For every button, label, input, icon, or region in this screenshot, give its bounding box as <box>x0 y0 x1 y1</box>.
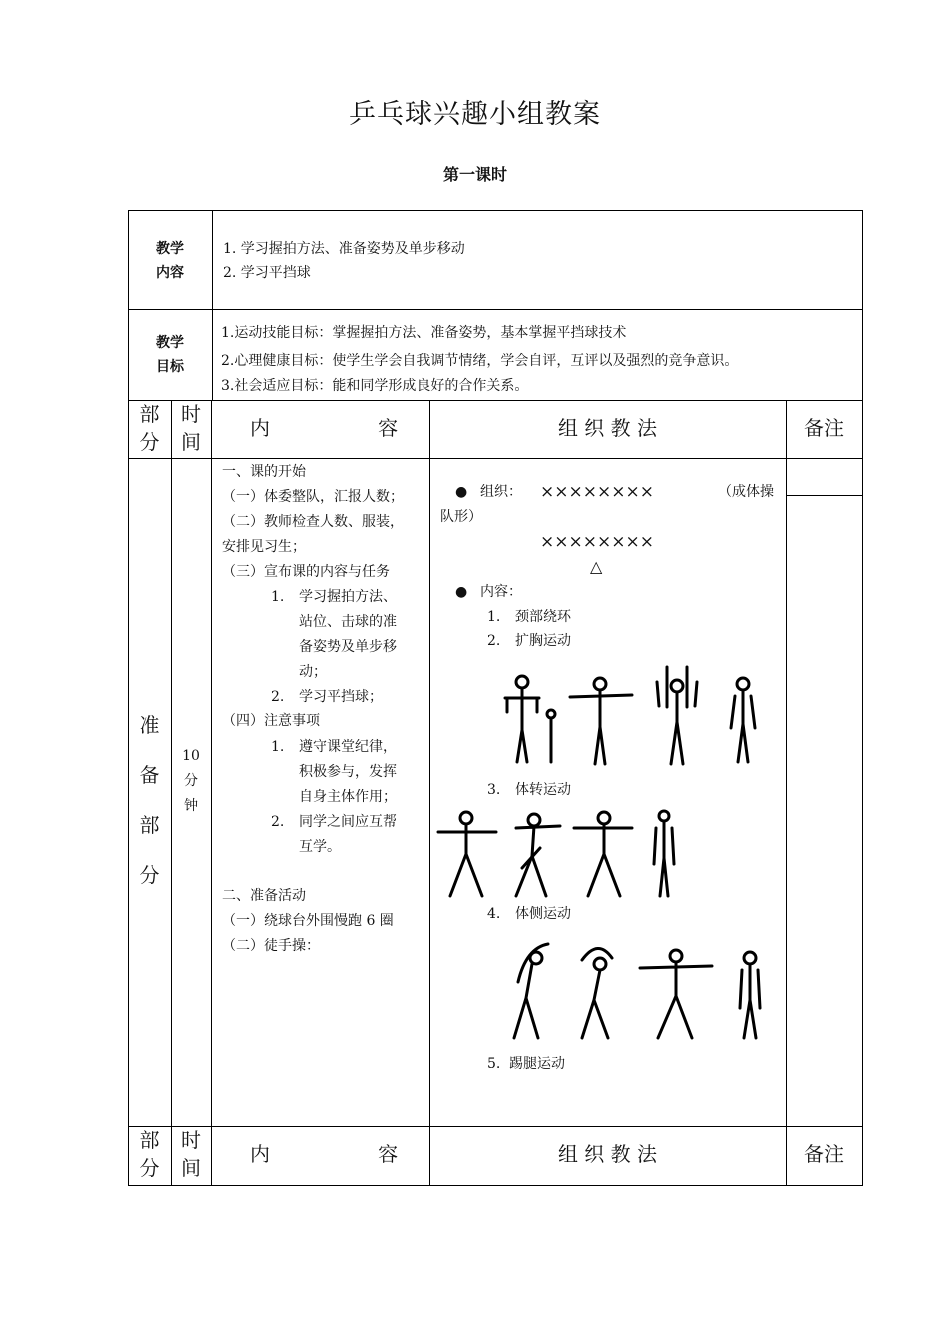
exercise-name: 体侧运动 <box>515 906 571 922</box>
formation-row-2: ×××××××× <box>540 532 654 552</box>
teacher-mark: △ <box>590 557 603 576</box>
goal-label: 教学 目标 <box>156 335 184 375</box>
lesson-subtitle: 第一课时 <box>442 165 507 184</box>
footer-part: 部 分 <box>139 1128 160 1180</box>
bullet-icon: ● <box>455 484 468 500</box>
bullet-icon: ● <box>455 584 468 600</box>
header-part: 部 分 <box>139 402 160 454</box>
prep-part-label: 准 备 部 分 <box>139 713 160 887</box>
content-item: 2. 学习平挡球 <box>223 265 311 281</box>
chest-expansion-figures <box>495 662 765 768</box>
content-label: 教学 内容 <box>156 241 184 281</box>
exercise-name: 扩胸运动 <box>515 633 571 649</box>
goal-item: 2.心理健康目标：使学生学会自我调节情绪，学会自评，互评以及强烈的竞争意识。 <box>221 353 739 369</box>
body-twist-figures <box>436 808 686 900</box>
footer-time: 时 间 <box>181 1128 201 1180</box>
header-time: 时 间 <box>181 402 201 454</box>
footer-content: 内 容 <box>250 1142 399 1166</box>
formation-row-1: ×××××××× <box>540 482 654 502</box>
exercise-name: 颈部绕环 <box>515 609 571 625</box>
header-content: 内 容 <box>250 416 399 440</box>
exercise-name: 踢腿运动 <box>509 1056 565 1072</box>
side-bend-figures <box>508 938 768 1044</box>
goal-item: 3.社会适应目标：能和同学形成良好的合作关系。 <box>221 378 529 394</box>
goal-item: 1.运动技能目标：掌握握拍方法、准备姿势，基本掌握平挡球技术 <box>221 325 627 341</box>
goal-list <box>221 318 738 398</box>
footer-note: 备注 <box>804 1142 844 1166</box>
content-item: 1. 学习握拍方法、准备姿势及单步移动 <box>223 241 465 257</box>
document-title: 乒乓球兴趣小组教案 <box>349 99 601 130</box>
prep-time-label: 10 分 钟 <box>182 748 200 814</box>
header-note: 备注 <box>804 416 844 440</box>
header-method: 组 织 教 法 <box>557 416 658 440</box>
content-list <box>223 237 465 285</box>
exercise-name: 体转运动 <box>515 782 571 798</box>
footer-method: 组 织 教 法 <box>557 1142 658 1166</box>
